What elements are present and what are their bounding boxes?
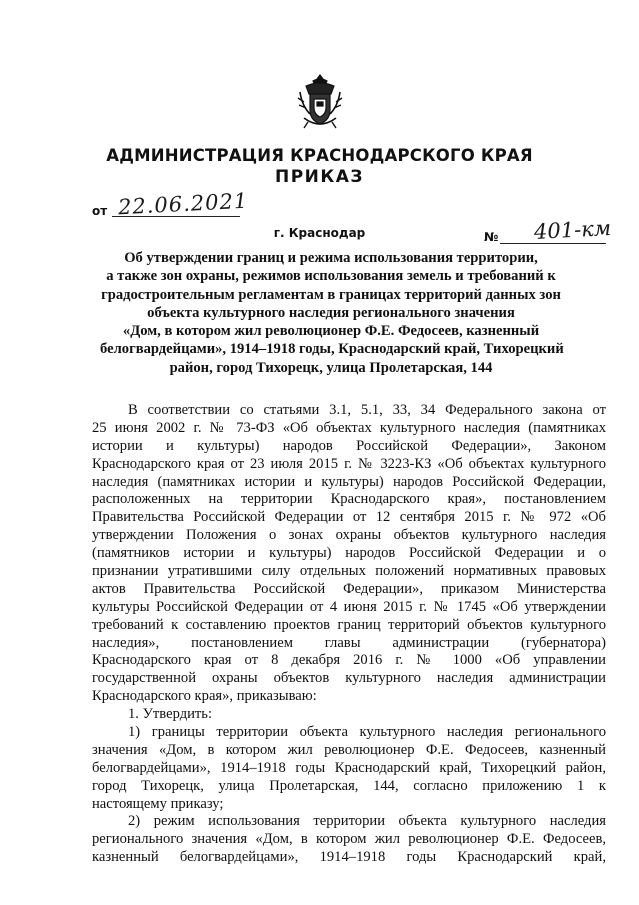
body-line: 25 июня 2002 г. № 73-ФЗ «Об объектах культурного наследия (памятниках [92,419,606,436]
body-line: Правительства Российской Федерации от 12 сентября 2015 г. № 972 «Об [92,509,606,526]
body-line: культуры Российской Федерации от 4 июня 2015 г. № 1745 «Об утверждении [92,598,606,615]
title-line: район, город Тихорецк, улица Пролетарская, 144 [169,359,493,376]
body-line: 2) режим использования территории объекта культурного наследия [128,813,606,830]
body-line: актов Правительства Российской Федерации», приказом Министерства [92,580,606,597]
body-line: (памятников истории и культуры) народов Российской Федерации и о [92,545,606,562]
title-line: Об утверждении границ и режима использования территории, [124,250,538,266]
body-line: белогвардейцами», 1914–1918 годы Краснодарский край, Тихорецкий район, [92,759,606,776]
date-prefix: от [92,204,108,218]
city-label: г. Краснодар [273,226,366,240]
body-line: наследия (памятниках истории и культуры) народов Российской Федерации, [92,473,606,490]
body-line: В соответствии со статьями 3.1, 5.1, 33, 34 Федерального закона от [128,402,606,418]
organization-title: АДМИНИСТРАЦИЯ КРАСНОДАРСКОГО КРАЯ [106,146,533,165]
title-line: белогвардейцами», 1914–1918 годы, Краснодарский край, Тихорецкий [100,341,564,358]
title-line: а также зон охраны, режимов использования земель и требований к [106,268,556,285]
body-line: требований к составлению проектов границ территорий объектов культурного [92,616,606,633]
body-line: утверждении Положения о зонах охраны объектов культурного наследия [92,527,606,544]
body-line: значения «Дом, в котором жил революционер Ф.Е. Федосеев, казненный [92,741,606,758]
number-prefix: № [484,230,499,244]
body-line: настоящему приказу; [92,795,224,812]
body-line: регионального значения «Дом, в котором жил революционер Ф.Е. Федосеев, [92,831,606,848]
body-line: казненный белогвардейцами», 1914–1918 годы Краснодарский край, [92,849,606,866]
body-line: Краснодарского края», приказываю: [92,688,317,705]
title-line: объекта культурного наследия регионального значения [147,304,515,321]
title-line: «Дом, в котором жил революционер Ф.Е. Федосеев, казненный [122,323,540,340]
body-line: наследия», постановлением главы администрации (губернатора) [92,634,606,651]
coat-of-arms-icon [296,72,344,130]
body-line: Краснодарского края от 23 июля 2015 г. № 3223-КЗ «Об объектах культурного [92,455,606,472]
number-underline [500,243,606,244]
document-body [92,402,606,867]
title-line: градостроительным регламентам в границах территорий данных зон [101,286,561,303]
handwritten-number: 401-км [533,215,612,245]
handwritten-date: 22.06.2021 [117,188,249,220]
body-line: истории и культуры) народов Российской Федерации», Законом [92,437,606,454]
body-line: Краснодарского края от 8 декабря 2016 г. № 1000 «Об управлении [92,652,606,669]
body-line: 1) границы территории объекта культурного наследия регионального [128,724,606,741]
body-line: город Тихорецк, улица Пролетарская, 144, согласно приложению 1 к [92,777,606,794]
body-line: признании утратившими силу отдельных положений нормативных правовых [92,563,606,580]
body-line: государственной охраны объектов культурного наследия администрации [92,670,606,687]
body-line: расположенных на территории Краснодарского края», постановлением [92,491,606,508]
document-type: ПРИКАЗ [274,167,365,187]
body-line: 1. Утвердить: [128,706,213,723]
document-title [100,249,562,377]
